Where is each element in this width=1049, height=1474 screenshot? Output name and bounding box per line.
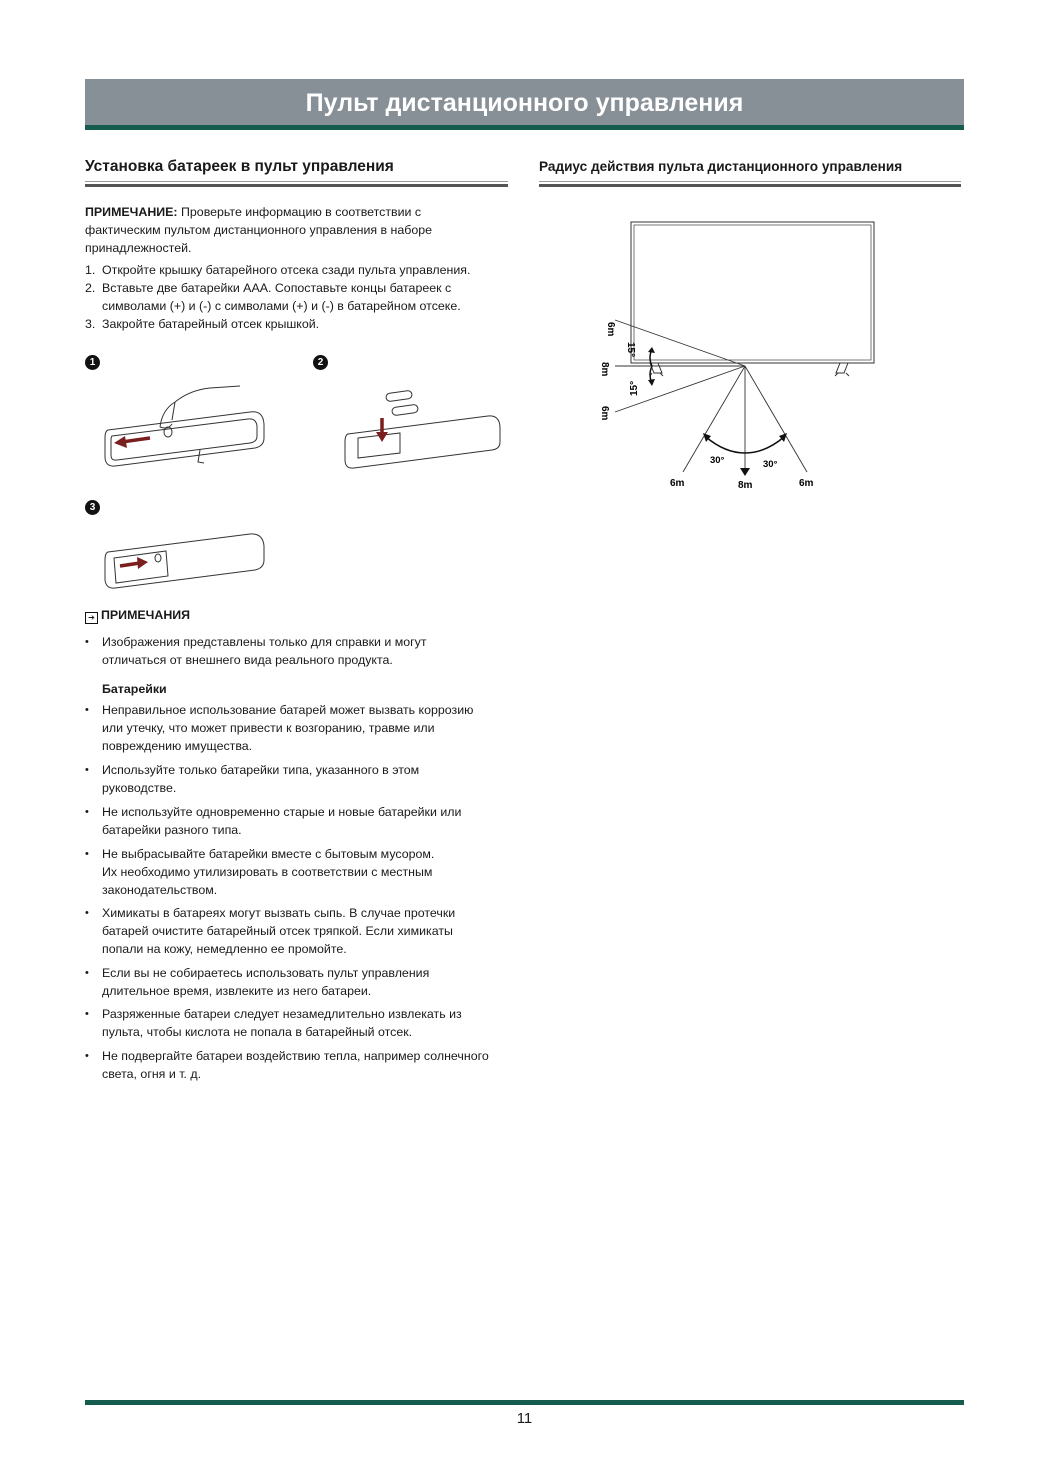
remote-body xyxy=(105,534,264,588)
step-item xyxy=(85,261,515,279)
battery-note-line: пульта, чтобы кислота не попала в батарейный отсек. xyxy=(102,1025,413,1039)
battery-note-line: или утечку, что может привести к возгоранию, травме или xyxy=(102,721,435,735)
range-section-title: Радиус действия пульта дистанционного управления xyxy=(539,159,903,174)
notes-item: • Изображения представлены только для справки и могут отличаться от внешнего вида реального продукта. xyxy=(85,633,517,669)
battery-note-item: • Химикаты в батареях могут вызвать сыпь. В случае протечки батарей очистите батарейный отсек тряпкой. Если химикаты попали на кожу, немедленно ее промойте. xyxy=(85,904,517,958)
battery-note-line: Если вы не собираетесь использовать пульт управления xyxy=(102,966,430,980)
battery-note-item: • Если вы не собираетесь использовать пульт управления длительное время, извлеките из него батареи. xyxy=(85,964,517,1000)
step-item xyxy=(85,279,515,315)
front-distance-center: 8m xyxy=(738,480,753,491)
step-number: 2. xyxy=(85,281,96,295)
battery-note-line: Не подвергайте батареи воздействию тепла, например солнечного xyxy=(102,1049,489,1063)
steps-list xyxy=(85,261,515,333)
center-arrow-icon xyxy=(740,468,750,476)
battery-note-item: • Используйте только батарейки типа, указанного в этом руководстве. xyxy=(85,761,517,797)
tv-screen-outline xyxy=(631,222,874,363)
battery-note-line: повреждению имущества. xyxy=(102,739,253,753)
arrow-head-icon xyxy=(114,436,127,448)
remote-body xyxy=(345,416,500,468)
step-text: Вставьте две батарейки AAA. Сопоставьте концы батареек с xyxy=(102,281,452,295)
remote-open-cover-illustration xyxy=(100,380,270,475)
remote-close-cover-illustration xyxy=(100,528,270,590)
battery-note-line: законодательством. xyxy=(102,883,218,897)
remote-insert-batteries-illustration xyxy=(340,388,505,473)
battery-icon xyxy=(386,390,413,402)
front-range-line-right xyxy=(745,366,807,472)
notes-heading xyxy=(85,606,190,624)
note-text-3: принадлежностей. xyxy=(85,241,192,255)
step-text: Закройте батарейный отсек крышкой. xyxy=(102,317,320,331)
battery-note-line: света, огня и т. д. xyxy=(102,1067,202,1081)
battery-note-item: • Неправильное использование батарей может вызвать коррозию или утечку, что может привести к возгоранию, травме или повреждению имущества. xyxy=(85,701,517,755)
battery-section-rule-thick xyxy=(85,184,508,187)
page-header xyxy=(85,79,964,125)
battery-note-line: батарейки разного типа. xyxy=(102,823,242,837)
battery-note-line: Неправильное использование батарей может вызвать коррозию xyxy=(102,703,474,717)
notes-item-line: отличаться от внешнего вида реального продукта. xyxy=(102,653,393,667)
step-number: 3. xyxy=(85,317,96,331)
battery-note-line: попали на кожу, немедленно ее промойте. xyxy=(102,942,347,956)
angle-arc-front-left xyxy=(706,437,745,453)
note-text-2: фактическим пультом дистанционного управления в наборе xyxy=(85,223,433,237)
page-title: Пульт дистанционного управления xyxy=(305,89,744,117)
cover-latch xyxy=(155,554,161,562)
battery-note-item: • Не выбрасывайте батарейки вместе с бытовым мусором. Их необходимо утилизировать в соответствии с местным законодательством. xyxy=(85,845,517,899)
page-number: 11 xyxy=(516,1410,533,1427)
arrow-right-icon: ➔ xyxy=(85,612,98,624)
battery-note-item: • Разряженные батареи следует незамедлительно извлекать из пульта, чтобы кислота не попала в батарейный отсек. xyxy=(85,1005,517,1041)
slide-arrow-right xyxy=(120,563,140,566)
header-rule xyxy=(85,125,964,130)
front-angle-right-label: 30° xyxy=(763,459,778,470)
front-distance-right: 6m xyxy=(799,478,814,489)
notes-title: ПРИМЕЧАНИЯ xyxy=(101,608,191,622)
battery-note-line: Не используйте одновременно старые и новые батарейки или xyxy=(102,805,462,819)
battery-section-rule-thin xyxy=(85,181,508,182)
remote-range-diagram xyxy=(590,210,890,500)
note-label: ПРИМЕЧАНИЕ: xyxy=(85,205,178,219)
arrow-head-icon xyxy=(376,432,388,442)
battery-note-line: Используйте только батарейки типа, указанного в этом xyxy=(102,763,420,777)
side-angle-up-label: 15° xyxy=(625,342,636,358)
battery-section-title: Установка батареек в пульт управления xyxy=(85,158,394,175)
battery-note-item: • Не подвергайте батареи воздействию тепла, например солнечного света, огня и т. д. xyxy=(85,1047,517,1083)
battery-note-line: Их необходимо утилизировать в соответствии с местным xyxy=(102,865,433,879)
battery-note-line: Разряженные батареи следует незамедлительно извлекать из xyxy=(102,1007,462,1021)
range-section-rule-thick xyxy=(539,184,961,187)
range-section-rule-thin xyxy=(539,181,961,182)
angle-arc-front-right xyxy=(745,437,784,453)
step-text: Откройте крышку батарейного отсека сзади пульта управления. xyxy=(102,263,471,277)
battery-note-line: Химикаты в батареях могут вызвать сыпь. В случае протечки xyxy=(102,906,456,920)
step-text-cont: символами (+) и (-) с символами (+) и (-) в батарейном отсеке. xyxy=(102,299,461,313)
step-badge-2: 2 xyxy=(313,355,328,370)
battery-note-item: • Не используйте одновременно старые и новые батарейки или батарейки разного типа. xyxy=(85,803,517,839)
step-number: 1. xyxy=(85,263,96,277)
note-text-1: Проверьте информацию в соответствии с xyxy=(177,205,422,219)
arrow-head-icon xyxy=(137,557,148,569)
side-distance-mid: 8m xyxy=(599,362,610,377)
battery-note-line: длительное время, извлеките из него батареи. xyxy=(102,984,372,998)
step-badge-3: 3 xyxy=(85,500,100,515)
battery-note-line: Не выбрасывайте батарейки вместе с бытовым мусором. xyxy=(102,847,435,861)
side-angle-down-label: 15° xyxy=(629,380,640,396)
battery-icon xyxy=(392,404,419,416)
slide-arrow-left xyxy=(122,438,150,442)
footer-rule xyxy=(85,1400,964,1405)
batteries-heading: Батарейки xyxy=(102,682,167,696)
battery-note-line: руководстве. xyxy=(102,781,177,795)
step-item xyxy=(85,315,515,333)
notes-item-line: Изображения представлены только для справки и могут xyxy=(102,635,427,649)
battery-note-line: батарей очистите батарейный отсек тряпкой. Если химикаты xyxy=(102,924,453,938)
step-badge-1: 1 xyxy=(85,355,100,370)
tv-foot-right xyxy=(835,363,849,376)
front-angle-left-label: 30° xyxy=(710,455,725,466)
front-distance-left: 6m xyxy=(670,478,685,489)
side-distance-top: 6m xyxy=(605,322,616,337)
side-distance-bottom: 6m xyxy=(599,406,610,421)
note-paragraph xyxy=(85,203,515,257)
